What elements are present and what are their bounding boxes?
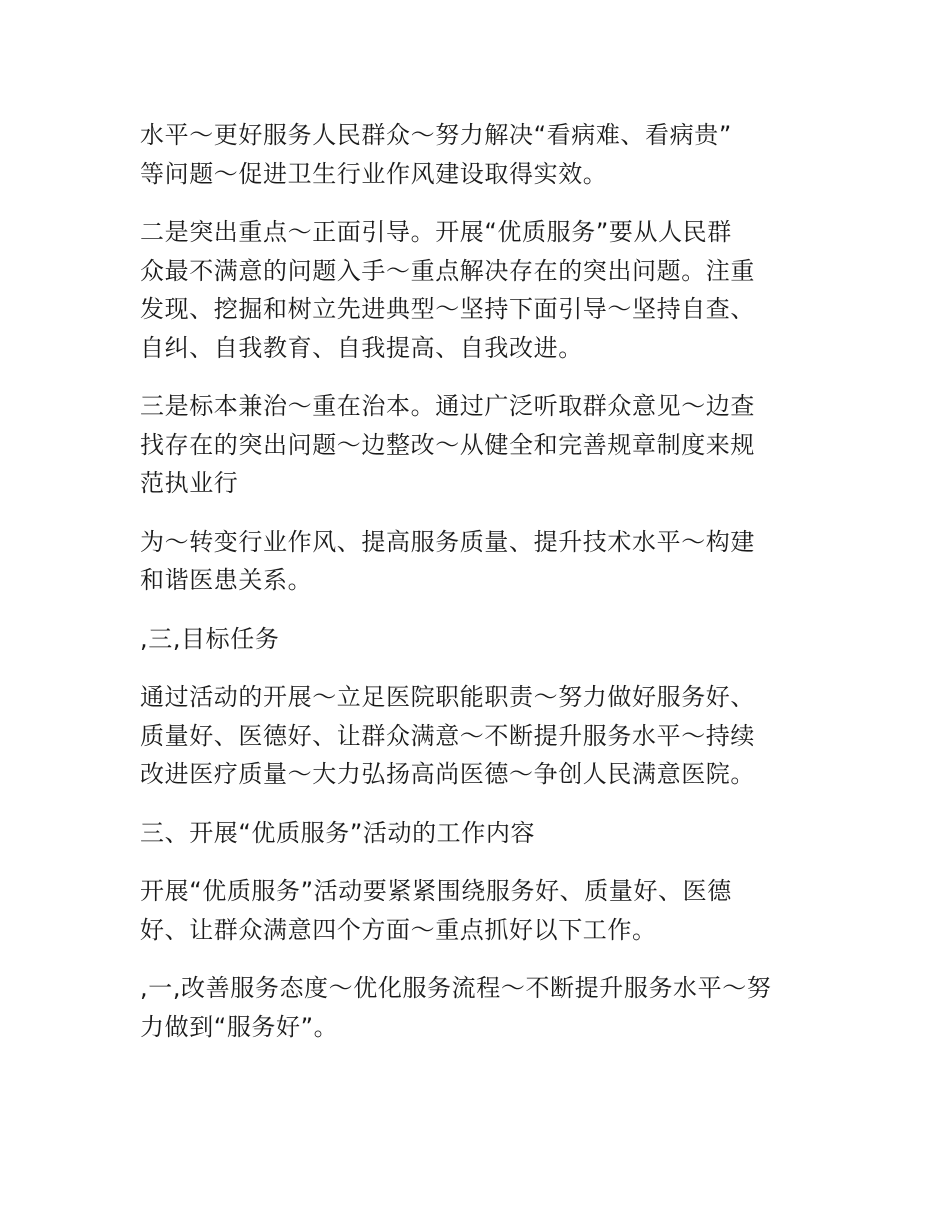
text-line: 为～转变行业作风、提高服务质量、提升技术水平～构建 (140, 527, 755, 556)
text-line: 三是标本兼治～重在治本。通过广泛听取群众意见～边查 (140, 392, 755, 420)
text-line: 水平～更好服务人民群众～努力解决“看病难、看病贵” (140, 121, 732, 149)
text-line: 发现、挖掘和树立先进典型～坚持下面引导～坚持自查、 (140, 295, 755, 323)
text-line: 和谐医患关系。 (140, 566, 313, 594)
paragraph-goals (140, 678, 820, 794)
text-line: 好、让群众满意四个方面～重点抓好以下工作。 (140, 915, 657, 944)
text-line: 质量好、医德好、让群众满意～不断提升服务水平～持续 (140, 721, 755, 750)
text-line: 通过活动的开展～立足医院职能职责～努力做好服务好、 (140, 683, 755, 711)
paragraph-principle-three-continued (140, 523, 820, 600)
text-line: ,一,改善服务态度～优化服务流程～不断提升服务水平～努 (140, 974, 772, 1002)
text-line: 范执业行 (140, 469, 239, 497)
paragraph-principle-three (140, 387, 820, 503)
text-line: 二是突出重点～正面引导。开展“优质服务”要从人民群 (140, 218, 732, 246)
text-line: 众最不满意的问题入手～重点解决存在的突出问题。注重 (140, 256, 755, 285)
paragraph-work-content (140, 872, 820, 949)
paragraph-principle-two (140, 213, 820, 367)
text-line: 改进医疗质量～大力弘扬高尚医德～争创人民满意医院。 (140, 760, 755, 788)
section-heading-goals (140, 620, 820, 659)
text-line: ,三,目标任务 (140, 624, 280, 653)
document-body (140, 116, 820, 1066)
text-line: 力做到“服务好”。 (140, 1012, 339, 1041)
text-line: 三、开展“优质服务”活动的工作内容 (140, 818, 536, 847)
text-line: 找存在的突出问题～边整改～从健全和完善规章制度来规 (140, 430, 755, 459)
paragraph-item-one (140, 969, 820, 1046)
section-heading-work-content (140, 814, 820, 853)
text-line: 自纠、自我教育、自我提高、自我改进。 (140, 333, 583, 362)
text-line: 开展“优质服务”活动要紧紧围绕服务好、质量好、医德 (140, 877, 732, 905)
paragraph-intro-continuation (140, 116, 820, 193)
text-line: 等问题～促进卫生行业作风建设取得实效。 (140, 159, 608, 188)
